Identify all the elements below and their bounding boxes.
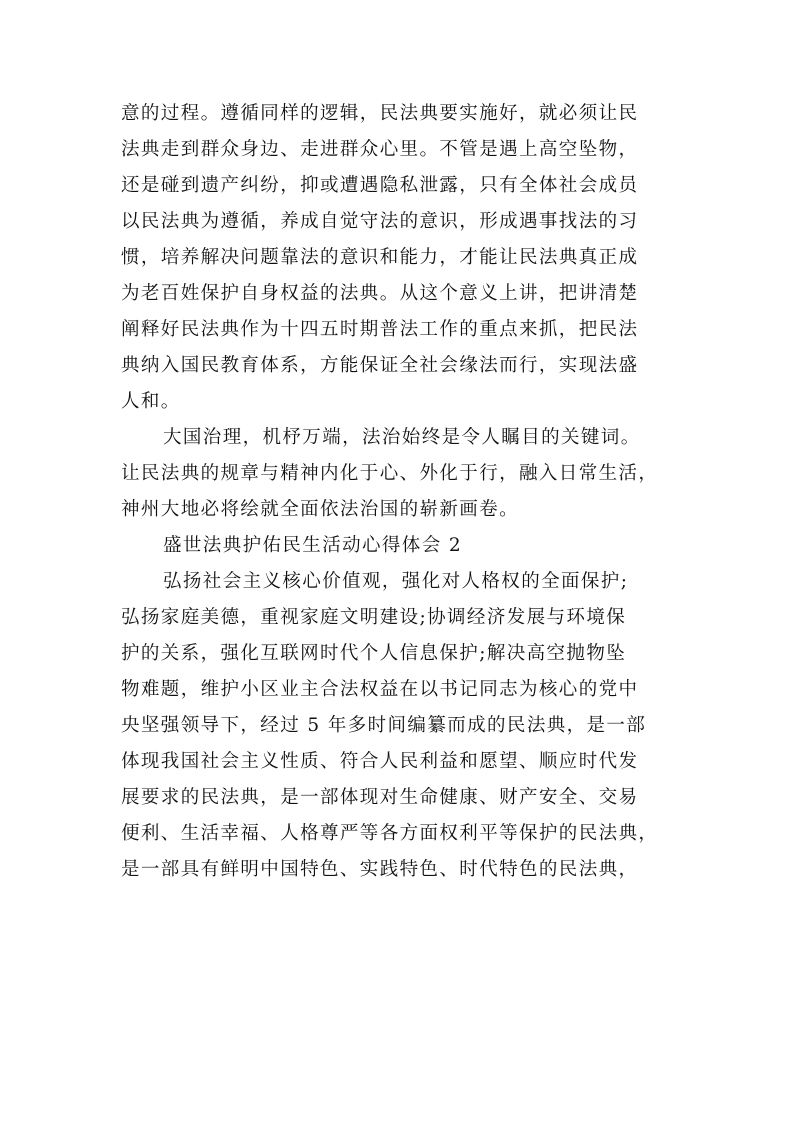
text-line: 神州大地必将绘就全面依法治国的崭新画卷。: [121, 499, 520, 520]
text-line: 展要求的民法典，是一部体现对生命健康、财产安全、交易: [121, 787, 639, 808]
text-line: 便利、生活幸福、人格尊严等各方面权利平等保护的民法典，: [121, 823, 659, 844]
text-line: 护的关系，强化互联网时代个人信息保护;解决高空抛物坠: [121, 643, 627, 664]
paragraph-start-line: 弘扬社会主义核心价值观，强化对人格权的全面保护;: [163, 571, 629, 592]
text-line: 惯，培养解决问题靠法的意识和能力，才能让民法典真正成: [121, 247, 639, 268]
text-line: 意的过程。遵循同样的逻辑，民法典要实施好，就必须让民: [121, 103, 639, 124]
text-line: 物难题，维护小区业主合法权益在以书记同志为核心的党中: [121, 679, 639, 700]
text-line: 为老百姓保护自身权益的法典。从这个意义上讲，把讲清楚: [121, 283, 639, 304]
text-line: 体现我国社会主义性质、符合人民利益和愿望、顺应时代发: [121, 751, 639, 772]
text-line: 典纳入国民教育体系，方能保证全社会缘法而行，实现法盛: [121, 355, 639, 376]
text-line: 法典走到群众身边、走进群众心里。不管是遇上高空坠物，: [121, 139, 639, 160]
text-line: 以民法典为遵循，养成自觉守法的意识，形成遇事找法的习: [121, 211, 639, 232]
text-line: 是一部具有鲜明中国特色、实践特色、时代特色的民法典，: [121, 859, 639, 880]
text-line: 央坚强领导下，经过 5 年多时间编纂而成的民法典，是一部: [121, 715, 647, 736]
text-line: 让民法典的规章与精神内化于心、外化于行，融入日常生活，: [121, 463, 659, 484]
paragraph-start-line: 大国治理，机杼万端，法治始终是令人瞩目的关键词。: [163, 427, 641, 448]
text-line: 人和。: [121, 391, 181, 412]
text-line: 弘扬家庭美德，重视家庭文明建设;协调经济发展与环境保: [121, 607, 627, 628]
text-line: 还是碰到遗产纠纷，抑或遭遇隐私泄露，只有全体社会成员: [121, 175, 639, 196]
section-heading: 盛世法典护佑民生活动心得体会 2: [163, 535, 463, 556]
document-body: [121, 96, 681, 888]
text-line: 阐释好民法典作为十四五时期普法工作的重点来抓，把民法: [121, 319, 639, 340]
